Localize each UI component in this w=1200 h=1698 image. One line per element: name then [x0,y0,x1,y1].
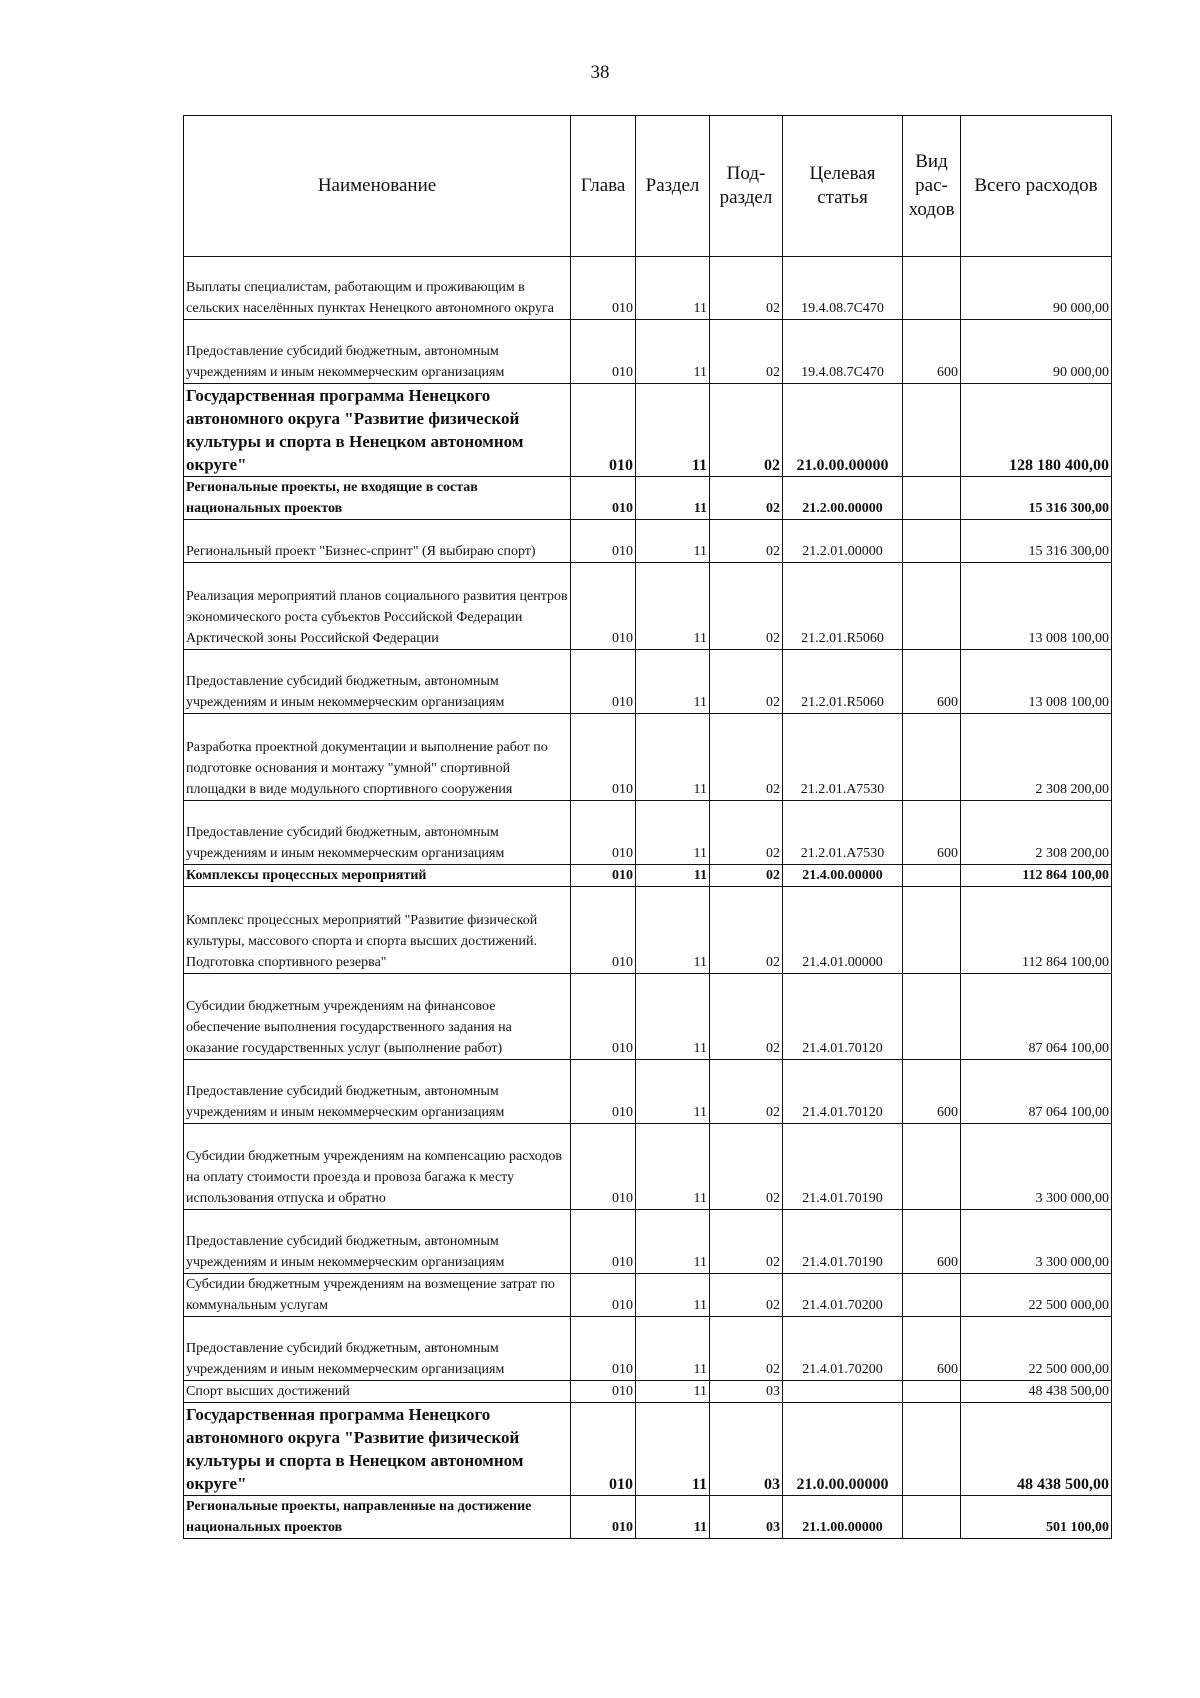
row-vid [903,1403,961,1496]
table-row [184,520,1112,563]
row-podrazdel: 03 [710,1403,783,1496]
row-name: Региональный проект "Бизнес-спринт" (Я выбираю спорт) [184,520,571,563]
row-name: Реализация мероприятий планов социального развития центров экономического роста субъектов Российской Федерации Арктической зоны Российской Федерации [184,563,571,650]
row-total: 48 438 500,00 [961,1381,1112,1403]
row-razdel: 11 [636,520,710,563]
row-total: 22 500 000,00 [961,1317,1112,1381]
header-total: Всего расходов [961,116,1112,257]
row-total: 22 500 000,00 [961,1274,1112,1317]
row-podrazdel: 02 [710,477,783,520]
row-razdel: 11 [636,320,710,384]
row-total: 15 316 300,00 [961,520,1112,563]
row-vid [903,257,961,320]
row-name: Региональные проекты, не входящие в состав национальных проектов [184,477,571,520]
row-name: Государственная программа Ненецкого автономного округа "Развитие физической культуры и спорта в Ненецком автономном округе" [184,1403,571,1496]
row-vid [903,1274,961,1317]
row-glava: 010 [571,714,636,801]
header-glava: Глава [571,116,636,257]
row-glava: 010 [571,1210,636,1274]
table-row [184,1317,1112,1381]
row-podrazdel: 02 [710,384,783,477]
page-number: 38 [590,62,610,83]
row-celevaya: 21.4.01.70190 [783,1210,903,1274]
row-total: 13 008 100,00 [961,650,1112,714]
row-podrazdel: 03 [710,1496,783,1539]
row-vid: 600 [903,1317,961,1381]
row-total: 90 000,00 [961,320,1112,384]
row-celevaya: 21.2.01.А7530 [783,801,903,865]
row-razdel: 11 [636,1317,710,1381]
row-glava: 010 [571,801,636,865]
table-row [184,1060,1112,1124]
table-row [184,1124,1112,1210]
row-vid: 600 [903,801,961,865]
row-name: Региональные проекты, направленные на достижение национальных проектов [184,1496,571,1539]
row-total: 13 008 100,00 [961,563,1112,650]
row-name: Спорт высших достижений [184,1381,571,1403]
row-glava: 010 [571,384,636,477]
row-podrazdel: 02 [710,1124,783,1210]
row-celevaya: 21.2.01.R5060 [783,650,903,714]
row-glava: 010 [571,1060,636,1124]
row-name: Предоставление субсидий бюджетным, автономным учреждениям и иным некоммерческим организациям [184,1060,571,1124]
row-glava: 010 [571,1496,636,1539]
row-celevaya: 21.2.01.00000 [783,520,903,563]
row-name: Государственная программа Ненецкого автономного округа "Развитие физической культуры и спорта в Ненецком автономном округе" [184,384,571,477]
table-row [184,320,1112,384]
row-total: 90 000,00 [961,257,1112,320]
row-vid: 600 [903,1060,961,1124]
table-row [184,1274,1112,1317]
table-row [184,257,1112,320]
row-celevaya: 19.4.08.7С470 [783,320,903,384]
row-name: Выплаты специалистам, работающим и проживающим в сельских населённых пунктах Ненецкого автономного округа [184,257,571,320]
row-podrazdel: 03 [710,1381,783,1403]
row-celevaya: 21.4.01.00000 [783,887,903,974]
table-row [184,1403,1112,1496]
row-celevaya: 21.2.00.00000 [783,477,903,520]
row-vid [903,974,961,1060]
row-glava: 010 [571,650,636,714]
row-podrazdel: 02 [710,563,783,650]
row-glava: 010 [571,257,636,320]
row-razdel: 11 [636,1381,710,1403]
header-row [184,116,1112,257]
row-razdel: 11 [636,801,710,865]
table-row [184,1210,1112,1274]
row-razdel: 11 [636,563,710,650]
row-celevaya: 21.2.01.R5060 [783,563,903,650]
row-podrazdel: 02 [710,887,783,974]
table-row [184,887,1112,974]
table-row [184,1496,1112,1539]
header-podrazdel: Под-раздел [710,116,783,257]
row-vid [903,1124,961,1210]
row-glava: 010 [571,477,636,520]
row-glava: 010 [571,1381,636,1403]
row-total: 501 100,00 [961,1496,1112,1539]
row-podrazdel: 02 [710,974,783,1060]
row-podrazdel: 02 [710,714,783,801]
row-vid [903,520,961,563]
row-razdel: 11 [636,477,710,520]
row-razdel: 11 [636,887,710,974]
row-razdel: 11 [636,714,710,801]
row-razdel: 11 [636,257,710,320]
row-razdel: 11 [636,1403,710,1496]
row-name: Субсидии бюджетным учреждениям на компенсацию расходов на оплату стоимости проезда и провоза багажа к месту использования отпуска и обратно [184,1124,571,1210]
row-vid [903,1496,961,1539]
row-podrazdel: 02 [710,801,783,865]
row-total: 2 308 200,00 [961,714,1112,801]
row-podrazdel: 02 [710,520,783,563]
row-razdel: 11 [636,650,710,714]
row-vid [903,477,961,520]
table-row [184,384,1112,477]
row-name: Предоставление субсидий бюджетным, автономным учреждениям и иным некоммерческим организациям [184,1317,571,1381]
row-celevaya: 21.2.01.А7530 [783,714,903,801]
row-glava: 010 [571,320,636,384]
row-podrazdel: 02 [710,865,783,887]
row-vid [903,714,961,801]
row-glava: 010 [571,1124,636,1210]
row-glava: 010 [571,887,636,974]
row-name: Субсидии бюджетным учреждениям на возмещение затрат по коммунальным услугам [184,1274,571,1317]
row-total: 48 438 500,00 [961,1403,1112,1496]
row-total: 15 316 300,00 [961,477,1112,520]
table-row [184,1381,1112,1403]
table-row [184,974,1112,1060]
table-row [184,650,1112,714]
row-razdel: 11 [636,384,710,477]
row-name: Предоставление субсидий бюджетным, автономным учреждениям и иным некоммерческим организациям [184,801,571,865]
budget-table [183,115,1112,1539]
row-name: Комплекс процессных мероприятий "Развитие физической культуры, массового спорта и спорта высших достижений. Подготовка спортивного резерва" [184,887,571,974]
row-glava: 010 [571,1403,636,1496]
row-razdel: 11 [636,1124,710,1210]
row-razdel: 11 [636,974,710,1060]
row-podrazdel: 02 [710,1060,783,1124]
row-vid [903,887,961,974]
row-total: 112 864 100,00 [961,865,1112,887]
row-celevaya: 21.4.01.70190 [783,1124,903,1210]
row-celevaya: 21.4.01.70200 [783,1274,903,1317]
row-glava: 010 [571,1274,636,1317]
header-razdel: Раздел [636,116,710,257]
row-podrazdel: 02 [710,1317,783,1381]
row-vid: 600 [903,1210,961,1274]
row-name: Комплексы процессных мероприятий [184,865,571,887]
row-total: 3 300 000,00 [961,1124,1112,1210]
row-podrazdel: 02 [710,257,783,320]
row-razdel: 11 [636,1496,710,1539]
row-glava: 010 [571,563,636,650]
row-celevaya: 21.4.01.70120 [783,974,903,1060]
row-total: 87 064 100,00 [961,1060,1112,1124]
row-glava: 010 [571,865,636,887]
row-celevaya: 21.0.00.00000 [783,1403,903,1496]
row-razdel: 11 [636,1060,710,1124]
row-celevaya: 21.4.01.70200 [783,1317,903,1381]
row-podrazdel: 02 [710,1274,783,1317]
table-row [184,563,1112,650]
row-name: Разработка проектной документации и выполнение работ по подготовке основания и монтажу "умной" спортивной площадки в виде модульного спортивного сооружения [184,714,571,801]
header-name: Наименование [184,116,571,257]
row-vid [903,563,961,650]
row-celevaya: 19.4.08.7С470 [783,257,903,320]
row-total: 2 308 200,00 [961,801,1112,865]
row-vid [903,865,961,887]
row-vid: 600 [903,320,961,384]
row-name: Предоставление субсидий бюджетным, автономным учреждениям и иным некоммерческим организациям [184,650,571,714]
row-podrazdel: 02 [710,1210,783,1274]
row-glava: 010 [571,1317,636,1381]
row-name: Предоставление субсидий бюджетным, автономным учреждениям и иным некоммерческим организациям [184,320,571,384]
row-glava: 010 [571,974,636,1060]
table-row [184,477,1112,520]
row-total: 3 300 000,00 [961,1210,1112,1274]
row-celevaya [783,1381,903,1403]
row-glava: 010 [571,520,636,563]
row-vid [903,1381,961,1403]
table-row [184,801,1112,865]
table-row [184,865,1112,887]
row-name: Предоставление субсидий бюджетным, автономным учреждениям и иным некоммерческим организациям [184,1210,571,1274]
row-razdel: 11 [636,1274,710,1317]
row-vid: 600 [903,650,961,714]
row-total: 112 864 100,00 [961,887,1112,974]
table-row [184,714,1112,801]
row-razdel: 11 [636,865,710,887]
row-celevaya: 21.0.00.00000 [783,384,903,477]
row-celevaya: 21.4.00.00000 [783,865,903,887]
row-razdel: 11 [636,1210,710,1274]
header-vid: Вид рас-ходов [903,116,961,257]
row-podrazdel: 02 [710,320,783,384]
row-total: 87 064 100,00 [961,974,1112,1060]
row-celevaya: 21.1.00.00000 [783,1496,903,1539]
row-total: 128 180 400,00 [961,384,1112,477]
row-name: Субсидии бюджетным учреждениям на финансовое обеспечение выполнения государственного задания на оказание государственных услуг (выполнение работ) [184,974,571,1060]
row-vid [903,384,961,477]
header-celevaya: Целевая статья [783,116,903,257]
row-celevaya: 21.4.01.70120 [783,1060,903,1124]
row-podrazdel: 02 [710,650,783,714]
